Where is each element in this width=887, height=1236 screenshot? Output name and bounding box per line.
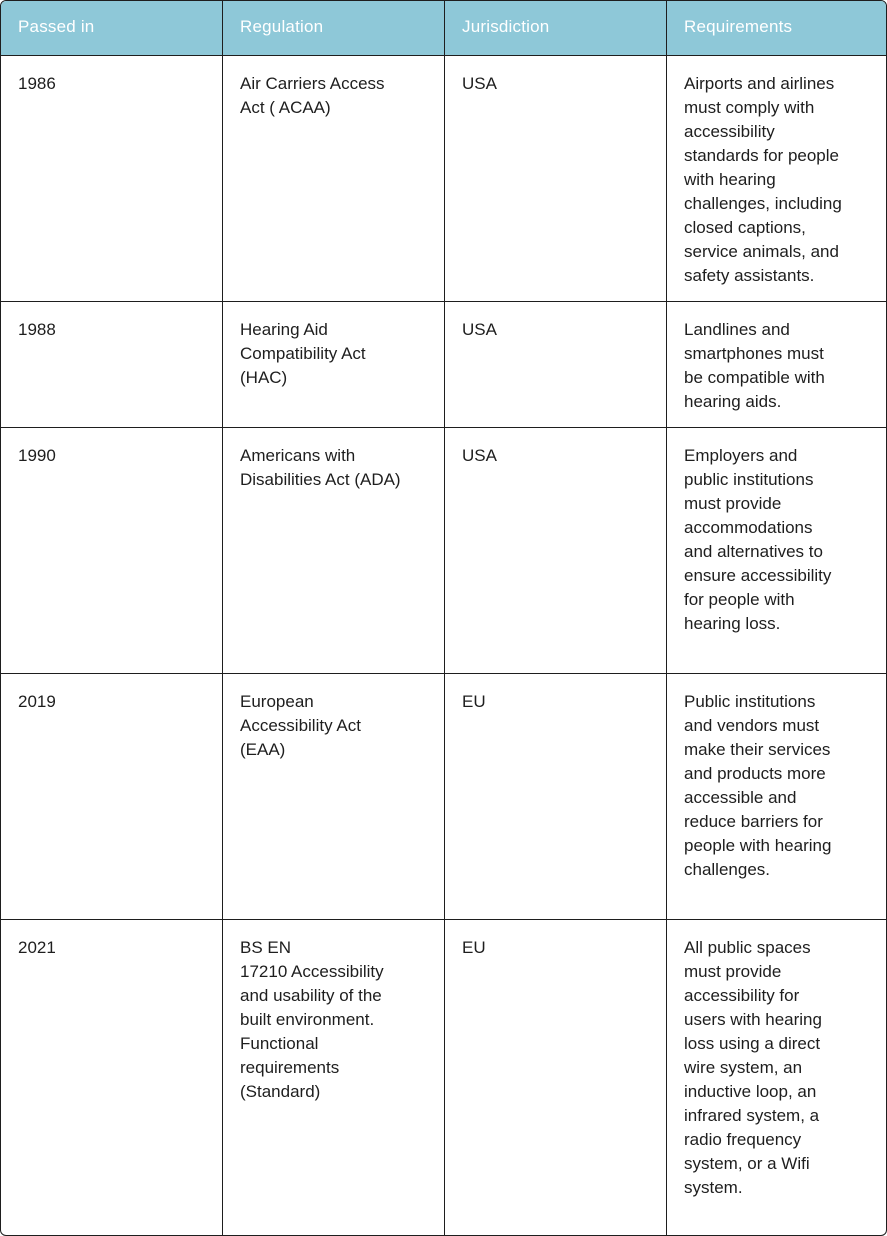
table-header-row — [1, 1, 887, 56]
cell-year: 1988 — [1, 302, 223, 428]
cell-regulation: European Accessibility Act (EAA) — [223, 674, 445, 920]
cell-jurisdiction: EU — [445, 674, 667, 920]
table-row — [1, 428, 887, 674]
cell-year: 2021 — [1, 920, 223, 1236]
cell-regulation: Air Carriers Access Act ( ACAA) — [223, 56, 445, 302]
cell-year: 1990 — [1, 428, 223, 674]
cell-requirements: All public spaces must provide accessibility for users with hearing loss using a direct wire system, an inductive loop, an infrared system, a radio frequency system, or a Wifi system. — [667, 920, 887, 1236]
table-row — [1, 56, 887, 302]
cell-jurisdiction: EU — [445, 920, 667, 1236]
cell-jurisdiction: USA — [445, 56, 667, 302]
cell-jurisdiction: USA — [445, 302, 667, 428]
header-passed-in: Passed in — [1, 1, 223, 56]
header-jurisdiction: Jurisdiction — [445, 1, 667, 56]
header-regulation: Regulation — [223, 1, 445, 56]
table-row — [1, 674, 887, 920]
cell-regulation: BS EN 17210 Accessibility and usability of the built environment. Functional requirements (Standard) — [223, 920, 445, 1236]
cell-requirements: Public institutions and vendors must make their services and products more accessible and reduce barriers for people with hearing challenges. — [667, 674, 887, 920]
cell-regulation: Americans with Disabilities Act (ADA) — [223, 428, 445, 674]
cell-year: 2019 — [1, 674, 223, 920]
header-requirements: Requirements — [667, 1, 887, 56]
cell-requirements: Airports and airlines must comply with accessibility standards for people with hearing challenges, including closed captions, service animals, and safety assistants. — [667, 56, 887, 302]
cell-regulation: Hearing Aid Compatibility Act (HAC) — [223, 302, 445, 428]
table-row — [1, 302, 887, 428]
cell-requirements: Employers and public institutions must provide accommodations and alternatives to ensure accessibility for people with hearing loss. — [667, 428, 887, 674]
cell-requirements: Landlines and smartphones must be compatible with hearing aids. — [667, 302, 887, 428]
cell-jurisdiction: USA — [445, 428, 667, 674]
table-row — [1, 920, 887, 1236]
cell-year: 1986 — [1, 56, 223, 302]
